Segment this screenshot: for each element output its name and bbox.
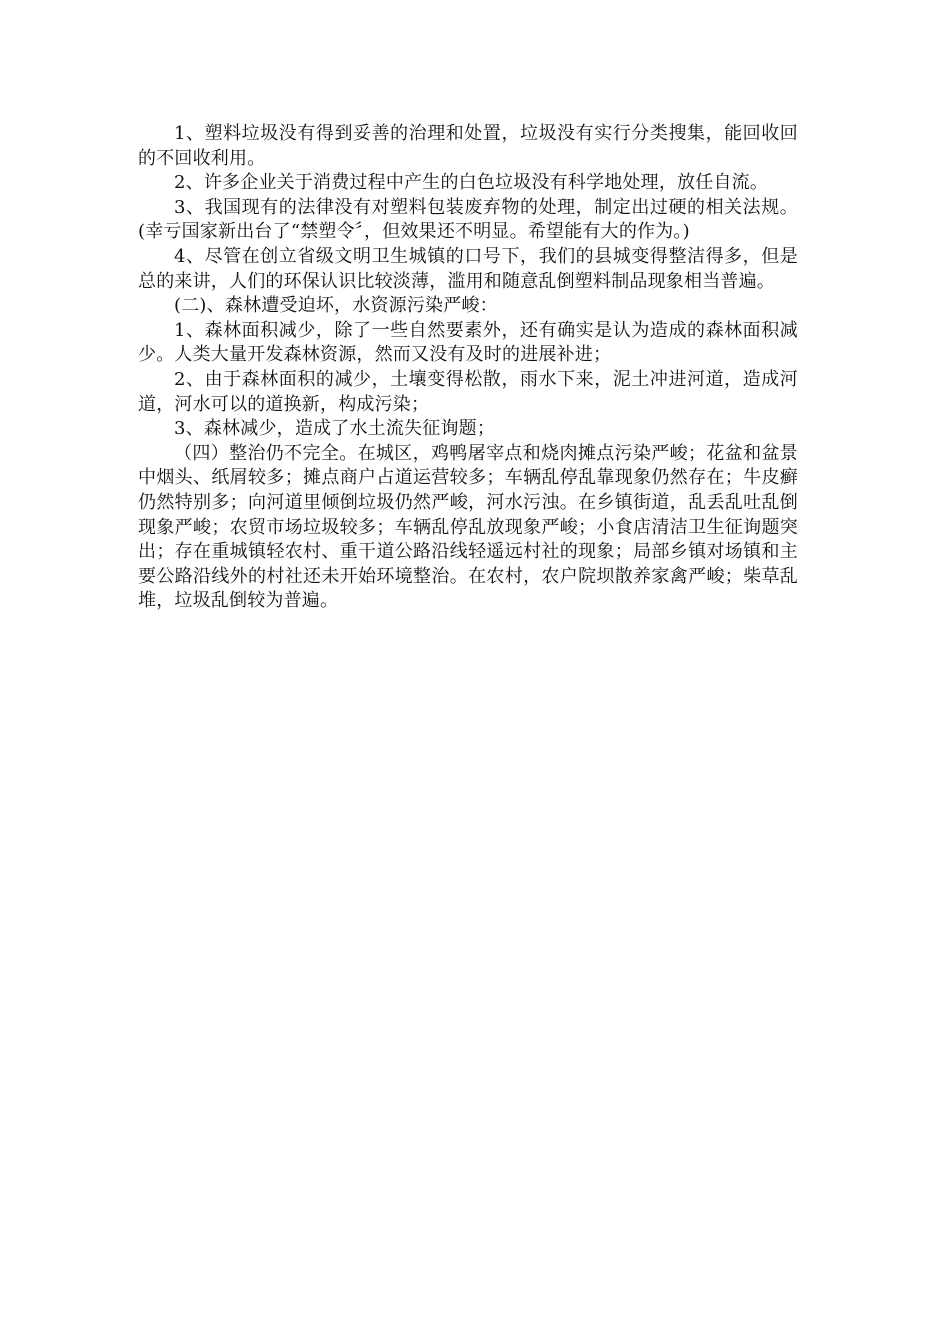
paragraph-forest-area-reduction: 1、森林面积减少，除了一些自然要素外，还有确实是认为造成的森林面积减少。人类大量开发森林资源，然而又没有及时的进展补进； bbox=[138, 319, 798, 366]
paragraph-packaging-law: 3、我国现有的法律没有对塑料包装废弃物的处理，制定出过硬的相关法规。(幸亏国家新出台了“禁塑令〞，但效果还不明显。希望能有大的作为。) bbox=[138, 196, 798, 243]
paragraph-plastic-waste-treatment: 1、塑料垃圾没有得到妥善的治理和处置，垃圾没有实行分类搜集，能回收回的不回收利用。 bbox=[138, 123, 798, 169]
paragraph-soil-erosion: 3、森林减少，造成了水土流失征询题； bbox=[174, 418, 496, 440]
document-body bbox=[138, 122, 798, 614]
section-heading-forest-water: (二)、森林遭受迫坏，水资源污染严峻： bbox=[174, 295, 498, 317]
paragraph-incomplete-rectification: （四）整治仍不完全。在城区，鸡鸭屠宰点和烧肉摊点污染严峻；花盆和盆景中烟头、纸屑较多；摊点商户占道运营较多；车辆乱停乱靠现象仍然存在；牛皮癣仍然特别多；向河道里倾倒垃圾仍然严峻，河水污浊。在乡镇街道，乱丢乱吐乱倒现象严峻；农贸市场垃圾较多；车辆乱停乱放现象严峻；小食店清洁卫生征询题突出；存在重城镇轻农村、重干道公路沿线轻遥远村社的现象；局部乡镇对场镇和主要公路沿线外的村社还未开始环境整治。在农村，农户院坝散养家禽严峻；柴草乱堆，垃圾乱倒较为普遍。 bbox=[138, 442, 798, 612]
paragraph-environmental-awareness: 4、尽管在创立省级文明卫生城镇的口号下，我们的县城变得整洁得多，但是总的来讲，人们的环保认识比较淡薄，滥用和随意乱倒塑料制品现象相当普遍。 bbox=[138, 245, 798, 292]
paragraph-enterprise-white-waste: 2、许多企业关于消费过程中产生的白色垃圾没有科学地处理，放任自流。 bbox=[174, 172, 769, 194]
paragraph-soil-river-pollution: 2、由于森林面积的减少，土壤变得松散，雨水下来，泥土冲进河道，造成河道，河水可以的道换新，构成污染； bbox=[138, 368, 798, 415]
